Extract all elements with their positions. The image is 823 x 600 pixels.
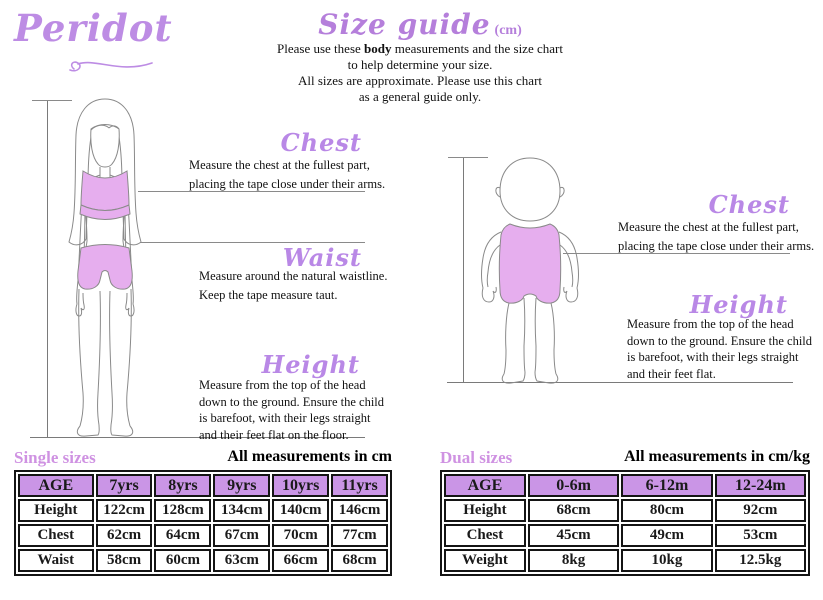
table-header-cell: 9yrs xyxy=(213,474,270,497)
table-row xyxy=(444,499,806,522)
row-label-cell: Weight xyxy=(444,549,526,572)
brand-logo: Peridot xyxy=(14,6,173,50)
table-header-cell: 10yrs xyxy=(272,474,329,497)
table-cell: 53cm xyxy=(715,524,806,547)
table-cell: 64cm xyxy=(154,524,211,547)
table-cell: 146cm xyxy=(331,499,388,522)
intro-text xyxy=(250,41,590,105)
page-title-text: Size guide xyxy=(318,8,491,41)
dual-sizes-note: All measurements in cm/kg xyxy=(624,448,810,465)
table-row xyxy=(18,499,388,522)
table-header-cell: 6-12m xyxy=(621,474,712,497)
row-label-cell: Height xyxy=(444,499,526,522)
single-sizes-note: All measurements in cm xyxy=(227,448,392,465)
page-title-unit: (cm) xyxy=(494,23,522,38)
dual-sizes-title: Dual sizes xyxy=(440,448,513,467)
table-header-cell: 12-24m xyxy=(715,474,806,497)
girl-waist-heading: Waist xyxy=(282,243,362,272)
baby-height-heading: Height xyxy=(689,290,788,319)
table-header-cell: 8yrs xyxy=(154,474,211,497)
table-cell: 70cm xyxy=(272,524,329,547)
baby-height-instructions: Measure from the top of the head down to the ground. Ensure the child is barefoot, with their legs straight and their feet flat. xyxy=(627,317,813,381)
girl-chest-heading: Chest xyxy=(280,128,362,157)
table-cell: 68cm xyxy=(528,499,619,522)
baby-figure-illustration xyxy=(473,150,595,384)
baby-height-ruler-line xyxy=(463,157,464,382)
row-label-cell: Height xyxy=(18,499,94,522)
logo-flourish-icon xyxy=(60,57,156,79)
intro-line-3: All sizes are approximate. Please use this chart xyxy=(297,73,543,88)
row-label-cell: Waist xyxy=(18,549,94,572)
table-row xyxy=(444,549,806,572)
table-cell: 140cm xyxy=(272,499,329,522)
table-cell: 67cm xyxy=(213,524,270,547)
table-row xyxy=(444,524,806,547)
table-header-row xyxy=(18,474,388,497)
dual-sizes-table xyxy=(440,470,810,576)
page-title xyxy=(250,8,590,41)
table-cell: 45cm xyxy=(528,524,619,547)
table-cell: 68cm xyxy=(331,549,388,572)
table-header-cell: AGE xyxy=(18,474,94,497)
table-cell: 66cm xyxy=(272,549,329,572)
girl-height-ruler-line xyxy=(47,100,48,437)
table-row xyxy=(18,549,388,572)
table-cell: 49cm xyxy=(621,524,712,547)
table-cell: 12.5kg xyxy=(715,549,806,572)
table-cell: 58cm xyxy=(96,549,153,572)
table-header-cell: AGE xyxy=(444,474,526,497)
single-sizes-title: Single sizes xyxy=(14,448,96,467)
table-header-row xyxy=(444,474,806,497)
table-cell: 63cm xyxy=(213,549,270,572)
table-cell: 122cm xyxy=(96,499,153,522)
girl-waist-instructions: Measure around the natural waistline. Keep the tape measure taut. xyxy=(199,269,388,302)
table-row xyxy=(18,524,388,547)
baby-chest-instructions: Measure the chest at the fullest part, placing the tape close under their arms. xyxy=(618,220,815,253)
intro-line-1: Please use these body measurements and the size chart xyxy=(277,41,563,56)
single-sizes-table xyxy=(14,470,392,576)
girl-chest-instructions: Measure the chest at the fullest part, placing the tape close under their arms. xyxy=(189,158,386,191)
girl-height-instructions: Measure from the top of the head down to the ground. Ensure the child is barefoot, with their legs straight and their feet flat on the floor. xyxy=(199,378,385,442)
baby-chest-heading: Chest xyxy=(708,190,790,219)
table-cell: 80cm xyxy=(621,499,712,522)
table-cell: 8kg xyxy=(528,549,619,572)
table-cell: 10kg xyxy=(621,549,712,572)
table-cell: 134cm xyxy=(213,499,270,522)
table-cell: 92cm xyxy=(715,499,806,522)
table-cell: 60cm xyxy=(154,549,211,572)
intro-line-2: to help determine your size. xyxy=(347,57,493,72)
table-header-cell: 11yrs xyxy=(331,474,388,497)
table-cell: 62cm xyxy=(96,524,153,547)
girl-height-heading: Height xyxy=(261,350,360,379)
girl-figure-illustration xyxy=(55,95,155,440)
table-cell: 128cm xyxy=(154,499,211,522)
row-label-cell: Chest xyxy=(444,524,526,547)
row-label-cell: Chest xyxy=(18,524,94,547)
intro-line-4: as a general guide only. xyxy=(358,89,482,104)
table-cell: 77cm xyxy=(331,524,388,547)
table-header-cell: 7yrs xyxy=(96,474,153,497)
table-header-cell: 0-6m xyxy=(528,474,619,497)
